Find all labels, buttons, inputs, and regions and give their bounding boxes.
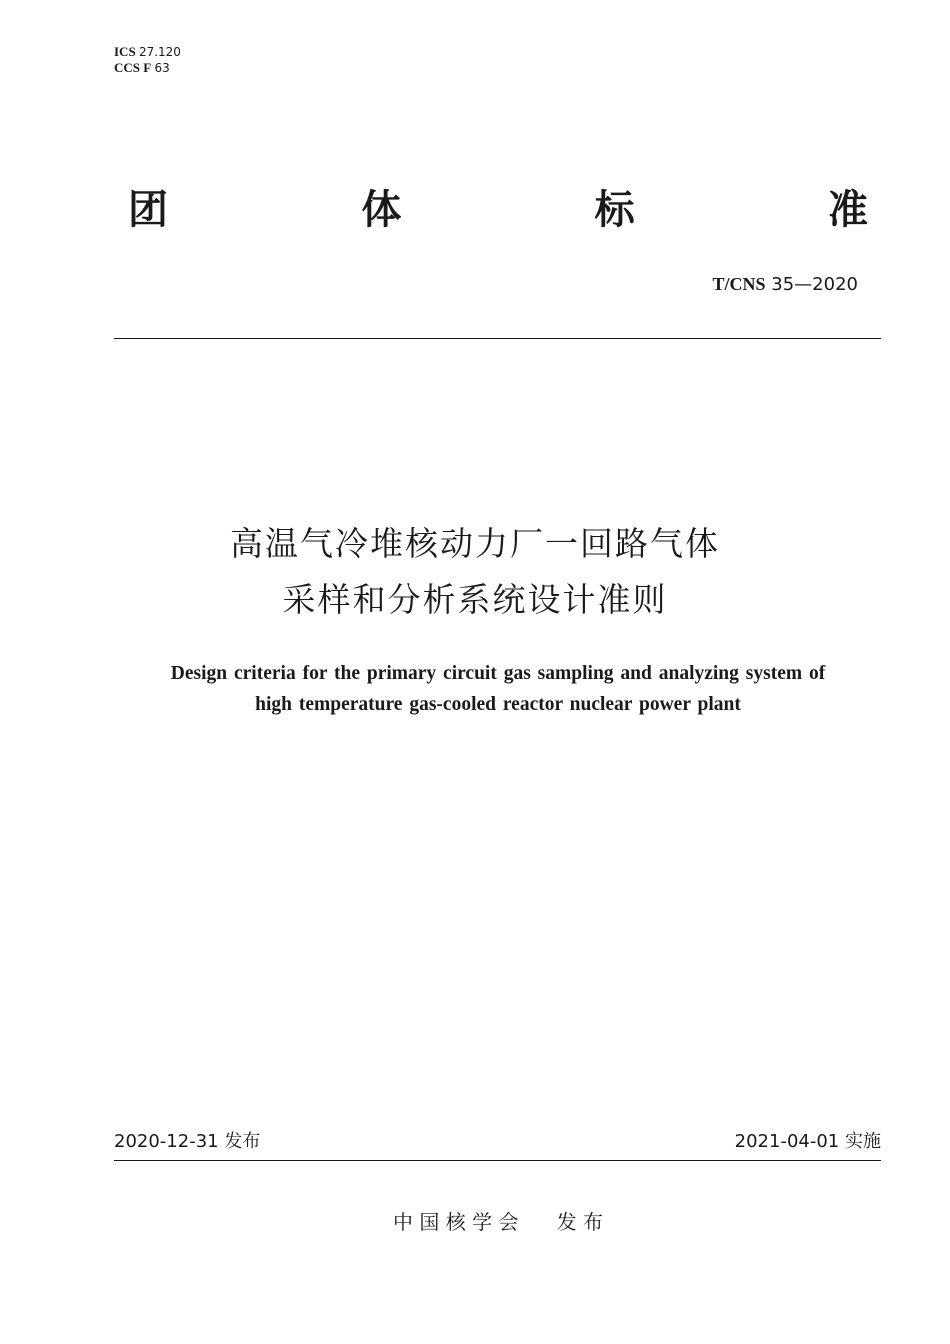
ics-code-line [114, 44, 181, 60]
header-divider [114, 338, 881, 339]
ics-label: ICS [114, 44, 136, 59]
standard-number-value: 35—2020 [771, 274, 858, 295]
issuer-line [0, 1208, 950, 1236]
issue-date: 2020-12-31 发布 [114, 1131, 261, 1152]
title-en-line-2: high temperature gas-cooled reactor nuclear power plant [255, 694, 741, 715]
ccs-label: CCS [114, 60, 141, 75]
standard-type-char: 团 [128, 187, 168, 233]
ccs-value: 63 [154, 61, 170, 75]
title-en-line-1: Design criteria for the primary circuit gas sampling and analyzing system of [170, 663, 826, 684]
standard-type-heading [128, 185, 868, 235]
standard-type-char: 体 [361, 187, 402, 233]
title-zh-line-1: 高温气冷堆核动力厂一回路气体 [230, 524, 720, 563]
ccs-code-line [114, 60, 170, 76]
standard-number [713, 273, 858, 296]
title-zh-line-2: 采样和分析系统设计准则 [282, 580, 668, 619]
ccs-letter: F [143, 60, 152, 75]
standard-type-char: 准 [827, 187, 868, 233]
implementation-date: 2021-04-01 实施 [734, 1131, 881, 1152]
footer-divider [114, 1160, 881, 1161]
issuer-action: 发 布 [556, 1210, 603, 1234]
standard-number-prefix: T/CNS [712, 274, 766, 294]
standard-type-char: 标 [594, 187, 635, 233]
ics-value: 27.120 [138, 45, 181, 59]
issuer-name: 中 国 核 学 会 [393, 1210, 519, 1234]
